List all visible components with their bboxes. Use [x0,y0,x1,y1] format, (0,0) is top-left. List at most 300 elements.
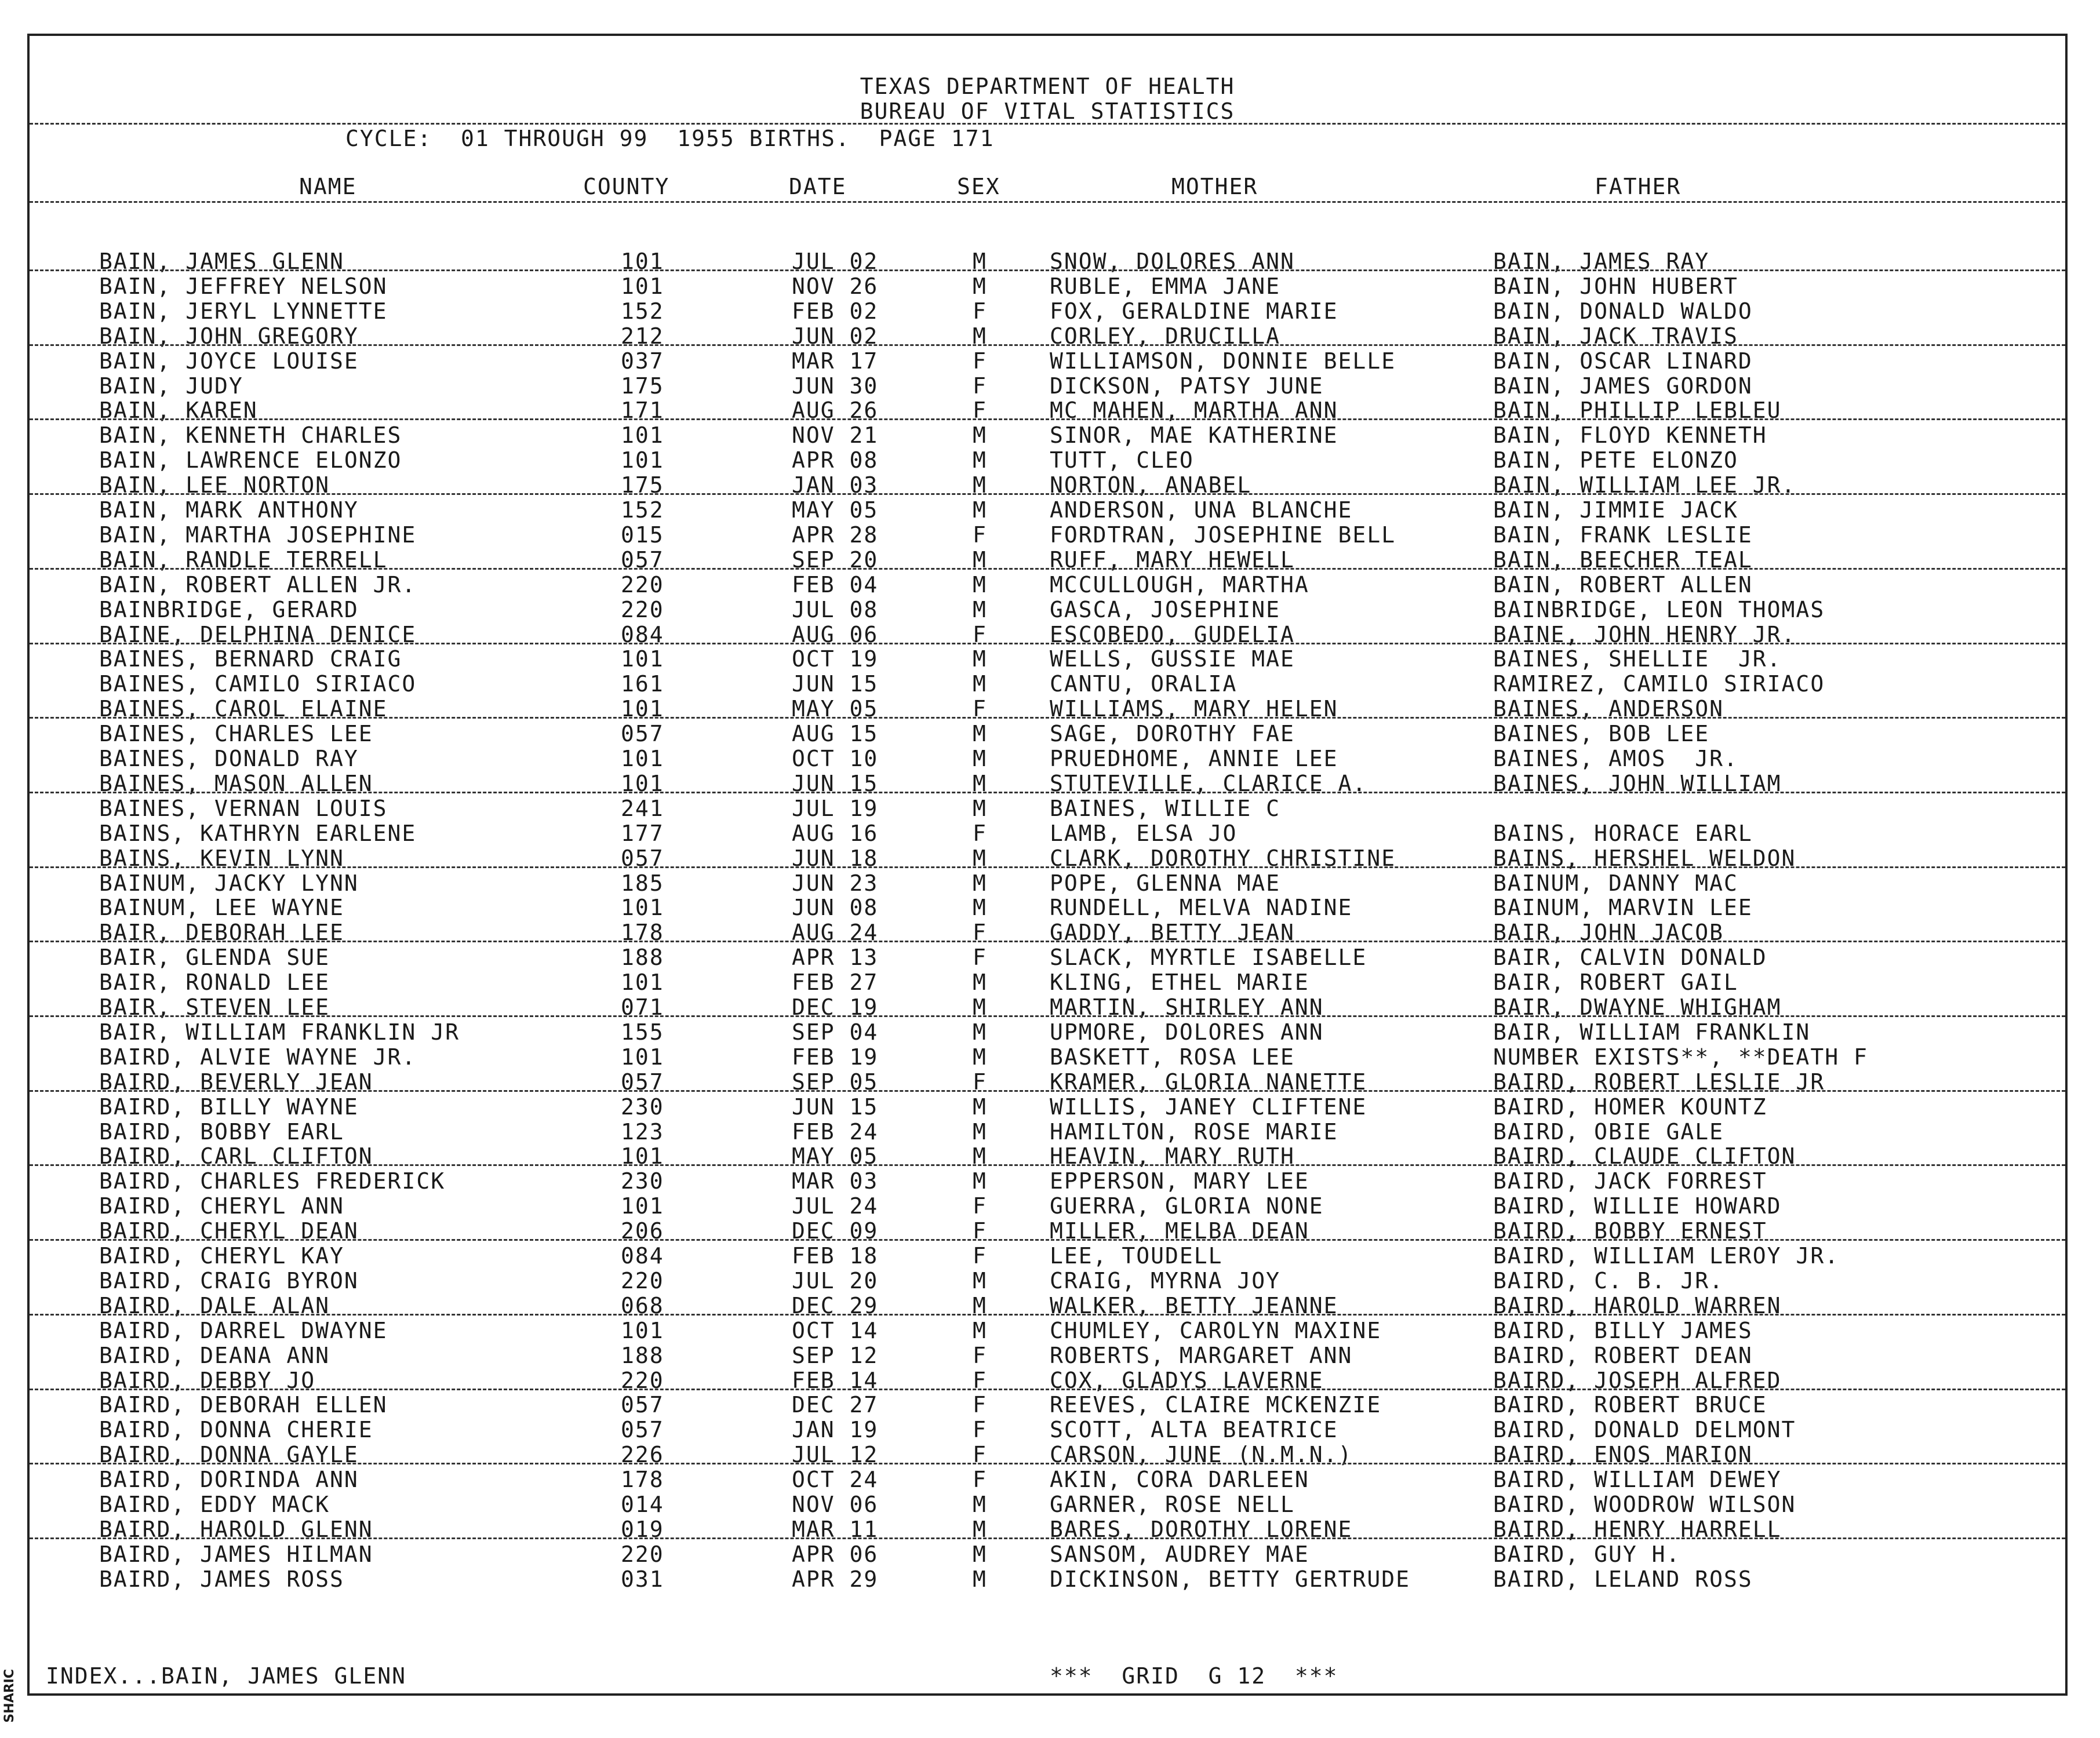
cell-county: 101 [621,1193,664,1219]
bureau-title: BUREAU OF VITAL STATISTICS [860,99,1235,124]
table-row [30,597,2065,622]
cell-name: BAIRD, BEVERLY JEAN [99,1069,373,1095]
cell-name: BAIN, JEFFREY NELSON [99,273,388,299]
cell-county: 123 [621,1118,664,1145]
table-row [30,447,2065,472]
row-rule [30,269,2065,271]
cell-name: BAIN, JUDY [99,373,243,399]
cell-mother: KLING, ETHEL MARIE [1050,970,1309,996]
cell-date: MAY 05 [792,696,879,722]
cell-county: 101 [621,646,664,672]
cell-county: 019 [621,1516,664,1542]
cell-date: APR 13 [792,945,879,971]
cell-date: DEC 27 [792,1392,879,1418]
cell-sex: M [973,1168,987,1194]
cell-mother: RUFF, MARY HEWELL [1050,546,1295,573]
cell-name: BAIRD, DONNA CHERIE [99,1417,373,1443]
cell-county: 177 [621,820,664,846]
side-label: SHARIC [2,1669,17,1723]
cell-mother: DICKSON, PATSY JUNE [1050,373,1324,399]
cell-mother: CRAIG, MYRNA JOY [1050,1267,1281,1294]
row-rule [30,1015,2065,1017]
cell-county: 101 [621,895,664,921]
cell-date: MAR 03 [792,1168,879,1194]
row-rule [30,1389,2065,1390]
cell-county: 101 [621,696,664,722]
cell-date: JUN 15 [792,671,879,697]
cell-father: BAINUM, DANNY MAC [1493,870,1738,896]
cell-father: BAINBRIDGE, LEON THOMAS [1493,596,1825,622]
cell-father: BAIN, PETE ELONZO [1493,447,1738,473]
cell-sex: M [973,671,987,697]
cell-mother: WILLIAMSON, DONNIE BELLE [1050,348,1396,374]
table-row [30,572,2065,597]
cell-sex: F [973,1243,987,1269]
cell-father: BAIRD, OBIE GALE [1493,1118,1724,1145]
table-row [30,1193,2065,1218]
cell-name: BAIRD, CARL CLIFTON [99,1143,373,1169]
col-header-sex: SEX [957,174,1000,199]
cell-mother: MCCULLOUGH, MARTHA [1050,571,1309,597]
cell-mother: CARSON, JUNE (N.M.N.) [1050,1442,1353,1468]
table-row [30,1044,2065,1069]
table-row [30,721,2065,746]
table-row [30,870,2065,895]
table-row [30,895,2065,920]
cell-sex: M [973,323,987,349]
cell-father: BAINES, SHELLIE JR. [1493,646,1782,672]
cell-mother: POPE, GLENNA MAE [1050,870,1281,896]
cell-date: SEP 05 [792,1069,879,1095]
cell-name: BAIN, MARTHA JOSEPHINE [99,522,417,548]
cell-name: BAINES, DONALD RAY [99,746,359,771]
cell-father: BAIRD, ENOS MARION [1493,1442,1753,1468]
cell-sex: M [973,447,987,473]
cell-date: OCT 24 [792,1467,879,1493]
cell-mother: TUTT, CLEO [1050,447,1194,473]
microfilm-page [27,34,2068,1696]
cell-date: JUL 02 [792,249,879,274]
cell-name: BAIRD, DEBBY JO [99,1367,316,1393]
cell-date: AUG 24 [792,920,879,946]
table-row [30,422,2065,447]
cell-name: BAINE, DELPHINA DENICE [99,621,417,647]
table-row [30,746,2065,771]
cell-sex: M [973,1094,987,1120]
cell-name: BAIN, JAMES GLENN [99,249,344,274]
cell-name: BAIRD, ALVIE WAYNE JR. [99,1044,417,1070]
cell-date: JUN 02 [792,323,879,349]
cell-name: BAINES, CAMILO SIRIACO [99,671,417,697]
row-rule [30,717,2065,719]
cell-father: BAIN, FRANK LESLIE [1493,522,1753,548]
cell-county: 226 [621,1442,664,1468]
cell-sex: M [973,646,987,672]
cell-county: 185 [621,870,664,896]
cell-name: BAINES, VERNAN LOUIS [99,795,388,821]
cell-sex: M [973,497,987,523]
cell-father: BAIN, OSCAR LINARD [1493,348,1753,374]
cell-mother: GARNER, ROSE NELL [1050,1492,1295,1517]
cell-mother: ROBERTS, MARGARET ANN [1050,1342,1353,1368]
table-row [30,373,2065,398]
cell-sex: F [973,1367,987,1393]
cell-father: BAINES, JOHN WILLIAM [1493,770,1782,796]
row-rule [30,1239,2065,1241]
cell-date: NOV 21 [792,422,879,449]
col-header-name: NAME [299,174,357,199]
cell-name: BAIRD, CHERYL ANN [99,1193,344,1219]
table-row [30,671,2065,696]
index-footer: INDEX...BAIN, JAMES GLENN [46,1663,406,1689]
cell-father: RAMIREZ, CAMILO SIRIACO [1493,671,1825,697]
cell-mother: GASCA, JOSEPHINE [1050,596,1281,622]
cell-sex: M [973,1516,987,1542]
table-row [30,1318,2065,1343]
cell-county: 057 [621,1069,664,1095]
cell-mother: SLACK, MYRTLE ISABELLE [1050,945,1367,971]
cell-father: BAIN, BEECHER TEAL [1493,546,1753,573]
grid-footer: *** GRID G 12 *** [1050,1663,1338,1689]
cell-date: APR 06 [792,1541,879,1567]
cell-county: 175 [621,472,664,498]
cell-father: BAIRD, HENRY HARRELL [1493,1516,1782,1542]
cell-county: 171 [621,398,664,424]
cell-county: 212 [621,323,664,349]
table-row [30,274,2065,298]
cell-sex: F [973,621,987,647]
cell-mother: PRUEDHOME, ANNIE LEE [1050,746,1338,771]
cell-date: JUN 18 [792,845,879,871]
cell-father: BAINES, ANDERSON [1493,696,1724,722]
cell-mother: NORTON, ANABEL [1050,472,1252,498]
cell-mother: SANSOM, AUDREY MAE [1050,1541,1309,1567]
cell-mother: MILLER, MELBA DEAN [1050,1218,1309,1244]
cell-sex: F [973,348,987,374]
cell-name: BAINES, CAROL ELAINE [99,696,388,722]
cell-county: 101 [621,273,664,299]
cell-date: SEP 04 [792,1019,879,1045]
cell-name: BAINS, KEVIN LYNN [99,845,344,871]
cell-father: BAIR, CALVIN DONALD [1493,945,1767,971]
cell-county: 241 [621,795,664,821]
cell-name: BAINES, BERNARD CRAIG [99,646,402,672]
cell-name: BAIRD, DORINDA ANN [99,1467,359,1493]
cell-county: 057 [621,546,664,573]
cell-name: BAINUM, LEE WAYNE [99,895,344,921]
table-row [30,1168,2065,1193]
cell-father: BAIN, FLOYD KENNETH [1493,422,1767,449]
cell-date: JAN 19 [792,1417,879,1443]
cell-sex: M [973,1019,987,1045]
cell-father: NUMBER EXISTS**, **DEATH F [1493,1044,1868,1070]
cell-date: FEB 27 [792,970,879,996]
cell-county: 101 [621,1143,664,1169]
cell-county: 014 [621,1492,664,1517]
table-row [30,1268,2065,1293]
cell-father: BAIN, WILLIAM LEE JR. [1493,472,1796,498]
cell-name: BAIR, GLENDA SUE [99,945,330,971]
cell-father: BAINUM, MARVIN LEE [1493,895,1753,921]
cell-sex: M [973,1541,987,1567]
cell-date: JUN 15 [792,1094,879,1120]
cell-name: BAIRD, EDDY MACK [99,1492,330,1517]
cell-mother: LEE, TOUDELL [1050,1243,1223,1269]
table-row [30,1094,2065,1119]
cell-sex: M [973,895,987,921]
cell-date: JUL 19 [792,795,879,821]
cell-date: JUN 30 [792,373,879,399]
cell-sex: M [973,596,987,622]
cell-county: 057 [621,1392,664,1418]
cell-name: BAIRD, DALE ALAN [99,1292,330,1318]
cell-name: BAIRD, JAMES ROSS [99,1566,344,1592]
row-rule [30,643,2065,644]
cell-name: BAINBRIDGE, GERARD [99,596,359,622]
cell-sex: F [973,1442,987,1468]
cell-sex: F [973,1467,987,1493]
cell-name: BAIRD, DEANA ANN [99,1342,330,1368]
cell-county: 220 [621,1367,664,1393]
cell-father: BAIR, WILLIAM FRANKLIN [1493,1019,1811,1045]
row-rule [30,1090,2065,1092]
cell-sex: F [973,1342,987,1368]
cell-name: BAIN, LAWRENCE ELONZO [99,447,402,473]
cell-name: BAIR, RONALD LEE [99,970,330,996]
cell-date: OCT 14 [792,1317,879,1343]
cell-father: BAIRD, LELAND ROSS [1493,1566,1753,1592]
cell-county: 206 [621,1218,664,1244]
cell-mother: BARES, DOROTHY LORENE [1050,1516,1353,1542]
cell-name: BAIR, WILLIAM FRANKLIN JR [99,1019,460,1045]
cell-sex: M [973,546,987,573]
cell-mother: WELLS, GUSSIE MAE [1050,646,1295,672]
cell-date: SEP 12 [792,1342,879,1368]
table-row [30,1392,2065,1417]
cell-father: BAIN, JACK TRAVIS [1493,323,1738,349]
cell-date: NOV 06 [792,1492,879,1517]
cell-father: BAIRD, HOMER KOUNTZ [1493,1094,1767,1120]
cell-county: 188 [621,945,664,971]
cell-sex: M [973,1317,987,1343]
cell-county: 155 [621,1019,664,1045]
cell-date: MAR 11 [792,1516,879,1542]
cell-mother: GADDY, BETTY JEAN [1050,920,1295,946]
row-rule [30,568,2065,570]
cell-date: FEB 19 [792,1044,879,1070]
cell-sex: F [973,820,987,846]
cell-county: 101 [621,1317,664,1343]
cell-date: FEB 02 [792,298,879,324]
cell-mother: STUTEVILLE, CLARICE A. [1050,770,1367,796]
cell-father: BAIRD, WILLIE HOWARD [1493,1193,1782,1219]
cell-mother: FOX, GERALDINE MARIE [1050,298,1338,324]
row-rule [30,866,2065,868]
cell-county: 071 [621,994,664,1020]
cell-name: BAIN, JOYCE LOUISE [99,348,359,374]
cell-county: 230 [621,1094,664,1120]
col-header-father: FATHER [1595,174,1682,199]
cell-date: DEC 29 [792,1292,879,1318]
table-row [30,821,2065,846]
cell-date: MAR 17 [792,348,879,374]
cell-sex: M [973,746,987,771]
cell-name: BAIRD, CRAIG BYRON [99,1267,359,1294]
cell-county: 220 [621,1541,664,1567]
cell-date: NOV 26 [792,273,879,299]
row-rule [30,1463,2065,1464]
cell-mother: HAMILTON, ROSE MARIE [1050,1118,1338,1145]
table-row [30,1343,2065,1368]
cell-date: APR 08 [792,447,879,473]
cell-mother: RUNDELL, MELVA NADINE [1050,895,1353,921]
cell-mother: FORDTRAN, JOSEPHINE BELL [1050,522,1396,548]
table-row [30,970,2065,994]
cell-name: BAIRD, DONNA GAYLE [99,1442,359,1468]
cell-sex: F [973,1417,987,1443]
cell-date: AUG 06 [792,621,879,647]
cell-mother: ESCOBEDO, GUDELIA [1050,621,1295,647]
cell-date: JUN 08 [792,895,879,921]
row-rule [30,941,2065,942]
cell-name: BAIRD, BOBBY EARL [99,1118,344,1145]
cell-sex: M [973,870,987,896]
cell-name: BAIN, JOHN GREGORY [99,323,359,349]
cell-mother: SAGE, DOROTHY FAE [1050,721,1295,747]
cell-sex: M [973,273,987,299]
cell-sex: M [973,422,987,449]
cell-father: BAIRD, JACK FORREST [1493,1168,1767,1194]
cell-name: BAIRD, DARREL DWAYNE [99,1317,388,1343]
cell-date: JUL 20 [792,1267,879,1294]
row-rule [30,1537,2065,1539]
cell-county: 188 [621,1342,664,1368]
cell-date: JUN 23 [792,870,879,896]
cell-name: BAINES, MASON ALLEN [99,770,373,796]
cell-mother: CLARK, DOROTHY CHRISTINE [1050,845,1396,871]
cell-father: BAIN, JAMES RAY [1493,249,1710,274]
cell-date: MAY 05 [792,497,879,523]
cell-father: BAIRD, JOSEPH ALFRED [1493,1367,1782,1393]
cell-county: 057 [621,845,664,871]
table-row [30,1467,2065,1492]
cell-sex: M [973,249,987,274]
table-row [30,1542,2065,1566]
cell-father: BAINS, HERSHEL WELDON [1493,845,1796,871]
cell-date: OCT 19 [792,646,879,672]
cell-sex: M [973,1118,987,1145]
cell-date: FEB 18 [792,1243,879,1269]
cell-sex: M [973,721,987,747]
cell-county: 084 [621,1243,664,1269]
table-row [30,1019,2065,1044]
cell-sex: F [973,298,987,324]
cell-sex: M [973,571,987,597]
cell-name: BAIRD, HAROLD GLENN [99,1516,373,1542]
cell-sex: M [973,770,987,796]
cell-father: BAIRD, ROBERT DEAN [1493,1342,1753,1368]
cell-father: BAIN, JAMES GORDON [1493,373,1753,399]
cycle-line: CYCLE: 01 THROUGH 99 1955 BIRTHS. PAGE 171 [345,126,995,151]
cell-county: 101 [621,746,664,771]
cell-mother: BASKETT, ROSA LEE [1050,1044,1295,1070]
cell-name: BAIN, RANDLE TERRELL [99,546,388,573]
row-rule [30,418,2065,420]
cell-father: BAIRD, ROBERT BRUCE [1493,1392,1767,1418]
agency-title: TEXAS DEPARTMENT OF HEALTH [860,74,1235,99]
table-row [30,796,2065,821]
cell-date: JAN 03 [792,472,879,498]
cell-sex: F [973,373,987,399]
col-header-date: DATE [789,174,847,199]
cell-mother: RUBLE, EMMA JANE [1050,273,1281,299]
cell-name: BAIRD, DEBORAH ELLEN [99,1392,388,1418]
cell-father: BAIRD, WILLIAM DEWEY [1493,1467,1782,1493]
cell-sex: M [973,472,987,498]
cell-date: DEC 09 [792,1218,879,1244]
cell-father: BAIN, ROBERT ALLEN [1493,571,1753,597]
cell-date: JUL 24 [792,1193,879,1219]
cell-mother: KRAMER, GLORIA NANETTE [1050,1069,1367,1095]
col-header-county: COUNTY [583,174,670,199]
cell-date: APR 28 [792,522,879,548]
cell-father: BAIN, DONALD WALDO [1493,298,1753,324]
cell-father: BAIRD, ROBERT LESLIE JR [1493,1069,1825,1095]
cell-mother: LAMB, ELSA JO [1050,820,1238,846]
cell-date: JUL 12 [792,1442,879,1468]
cell-name: BAIN, LEE NORTON [99,472,330,498]
cell-mother: WILLIS, JANEY CLIFTENE [1050,1094,1367,1120]
cell-county: 152 [621,298,664,324]
cell-father: BAIRD, BOBBY ERNEST [1493,1218,1767,1244]
cell-mother: ANDERSON, UNA BLANCHE [1050,497,1353,523]
cell-county: 101 [621,1044,664,1070]
cell-sex: F [973,1193,987,1219]
row-rule [30,493,2065,495]
cell-mother: SINOR, MAE KATHERINE [1050,422,1338,449]
cell-name: BAIN, KAREN [99,398,258,424]
cell-father: BAIR, JOHN JACOB [1493,920,1724,946]
cell-county: 057 [621,1417,664,1443]
cell-county: 101 [621,970,664,996]
col-header-mother: MOTHER [1171,174,1258,199]
cell-county: 230 [621,1168,664,1194]
cell-father: BAIRD, GUY H. [1493,1541,1681,1567]
cell-date: DEC 19 [792,994,879,1020]
cell-father: BAIRD, BILLY JAMES [1493,1317,1753,1343]
cell-father: BAIRD, HAROLD WARREN [1493,1292,1782,1318]
cell-mother: MARTIN, SHIRLEY ANN [1050,994,1324,1020]
cell-county: 031 [621,1566,664,1592]
cell-county: 220 [621,571,664,597]
cell-sex: F [973,696,987,722]
cell-county: 220 [621,596,664,622]
cell-name: BAIN, KENNETH CHARLES [99,422,402,449]
cell-name: BAIRD, BILLY WAYNE [99,1094,359,1120]
cell-name: BAINUM, JACKY LYNN [99,870,359,896]
cell-county: 068 [621,1292,664,1318]
cell-sex: F [973,522,987,548]
cell-county: 101 [621,447,664,473]
cell-sex: M [973,1492,987,1517]
cell-date: FEB 24 [792,1118,879,1145]
cell-mother: CHUMLEY, CAROLYN MAXINE [1050,1317,1382,1343]
cell-name: BAINS, KATHRYN EARLENE [99,820,417,846]
cell-sex: F [973,945,987,971]
cell-sex: M [973,845,987,871]
cell-sex: F [973,920,987,946]
header-rule [30,123,2065,125]
